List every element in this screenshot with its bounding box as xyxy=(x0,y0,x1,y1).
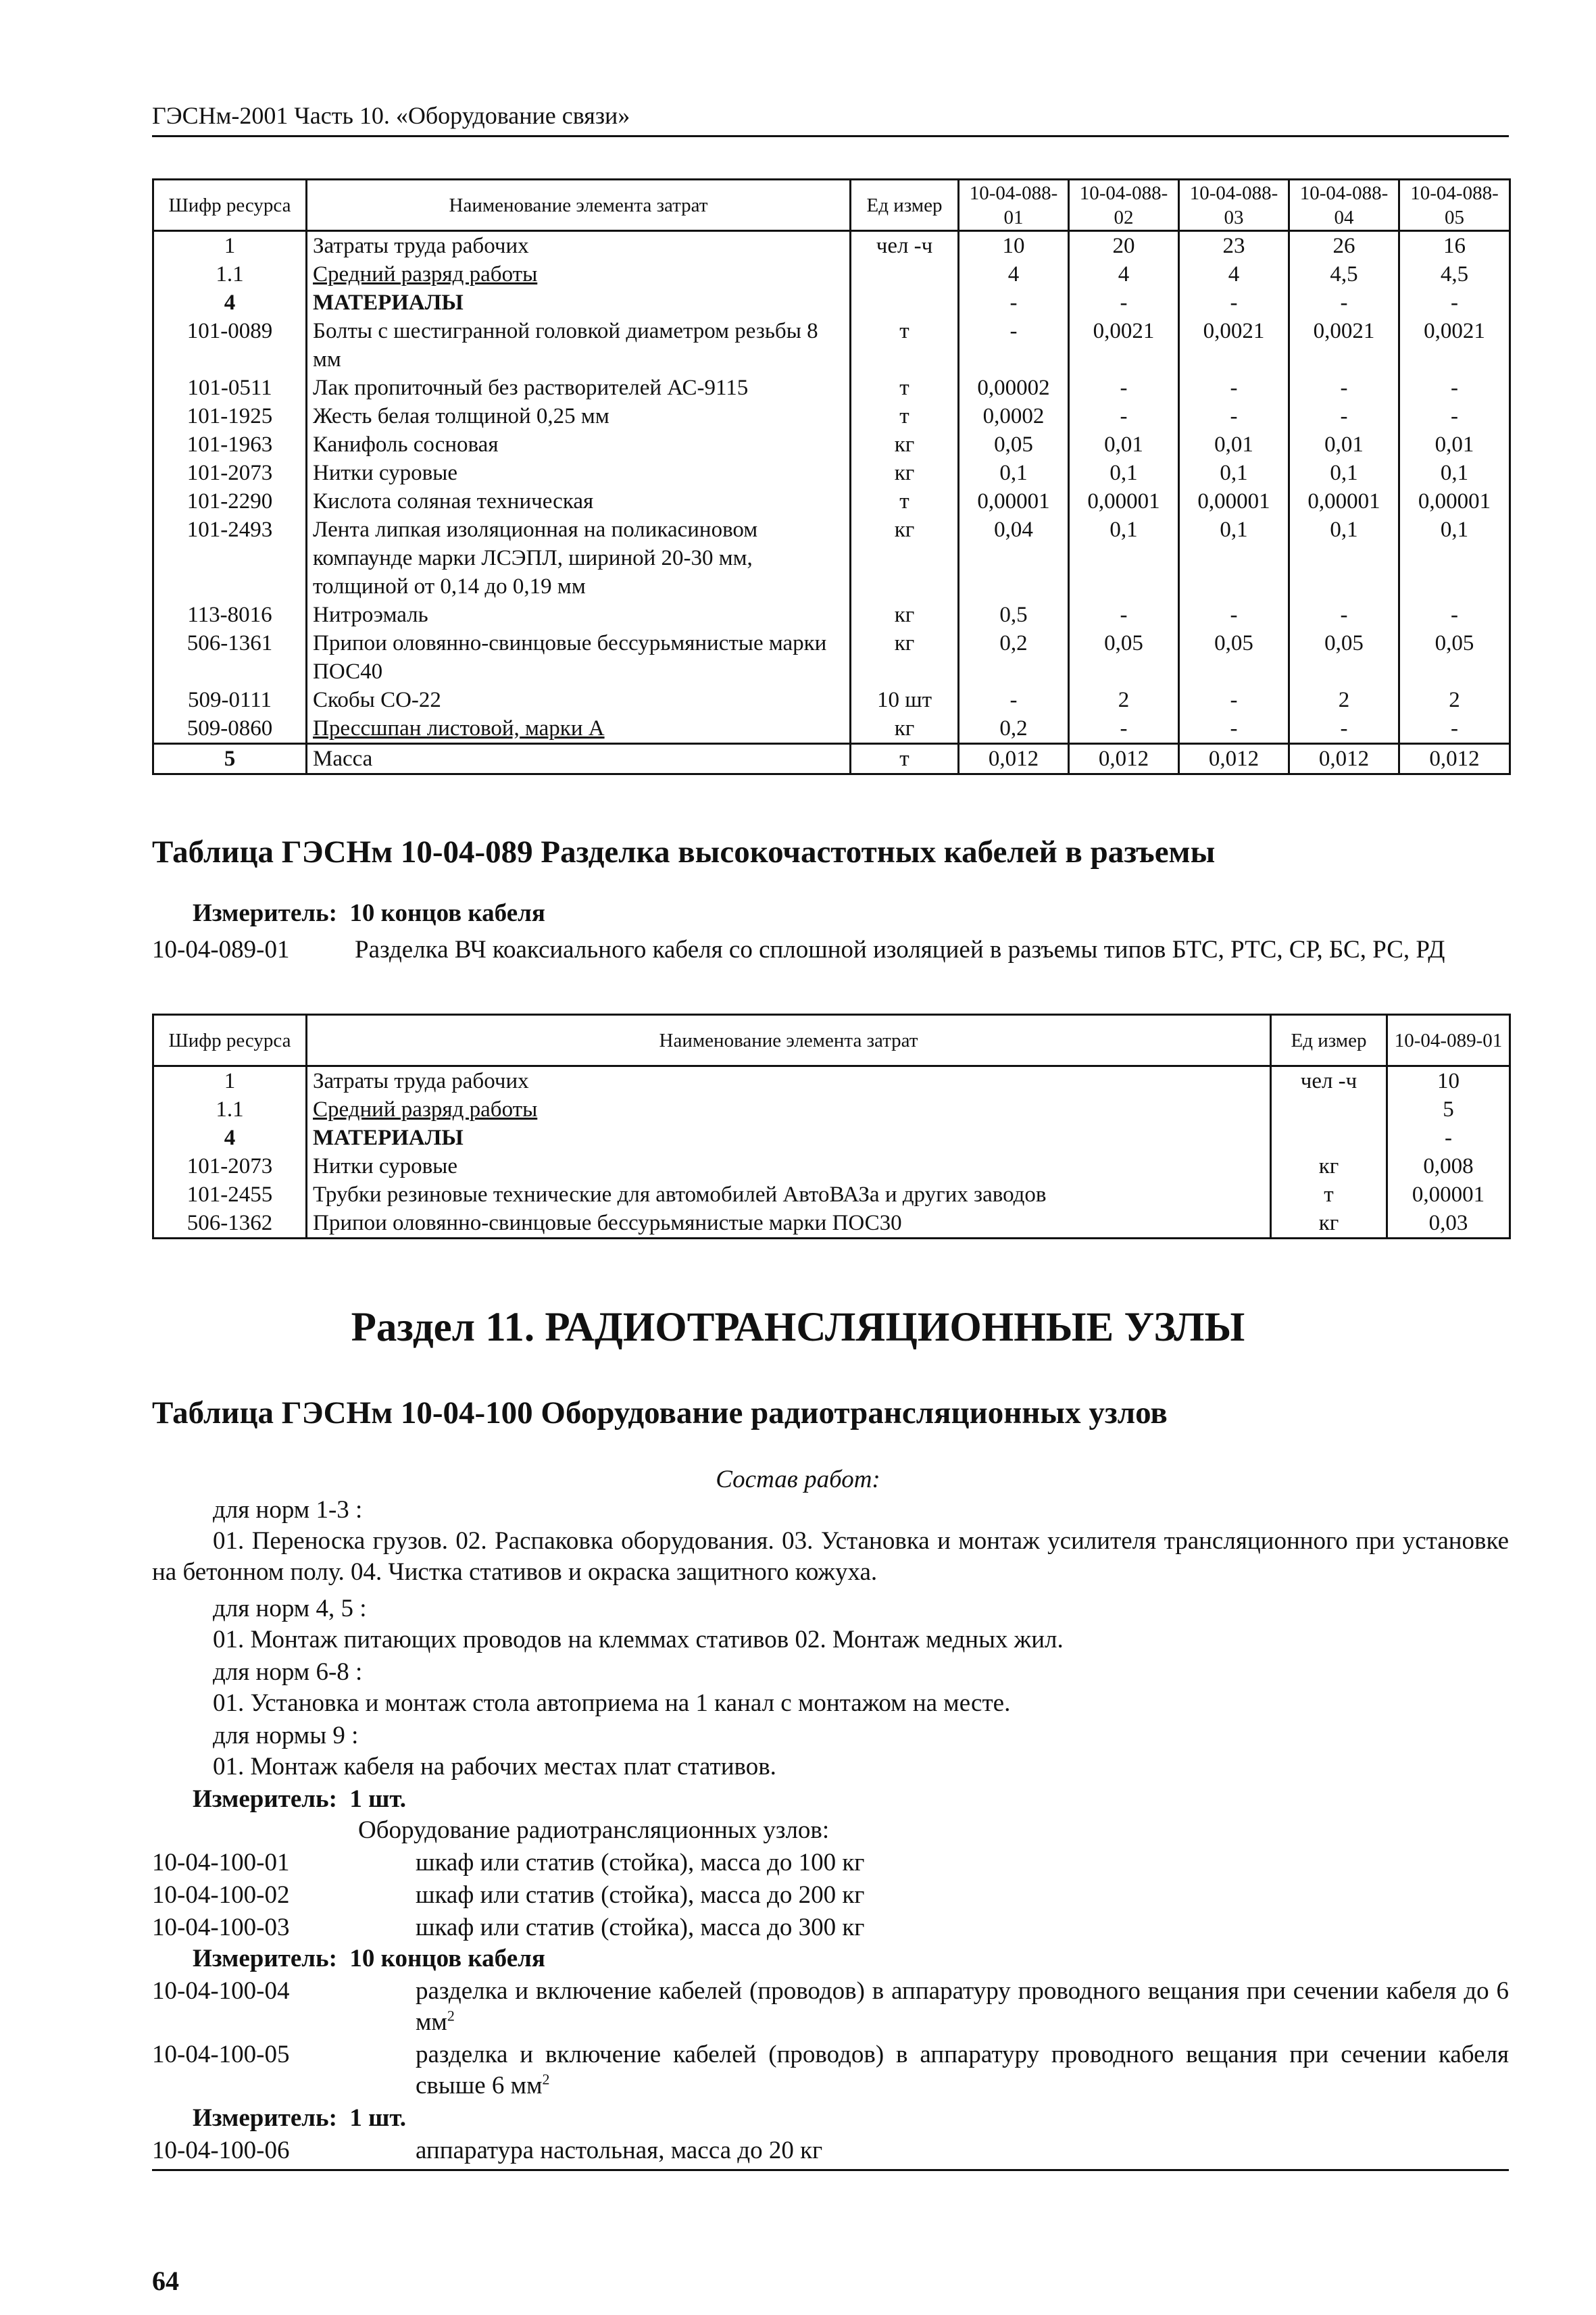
table-row xyxy=(153,629,1510,686)
cell-name xyxy=(307,260,851,289)
table-row xyxy=(153,402,1510,430)
cell-value: - xyxy=(959,317,1069,374)
cell-unit: кг xyxy=(851,430,959,459)
cell-value: - xyxy=(1179,601,1289,629)
cell-value: - xyxy=(1179,289,1289,317)
cell-unit: т xyxy=(851,402,959,430)
cell-value: 0,00001 xyxy=(1289,487,1399,516)
cell-code: 1.1 xyxy=(153,1095,307,1124)
norm-description: шкаф или статив (стойка), масса до 300 кг xyxy=(416,1914,865,1941)
works-group-text: 01. Установка и монтаж стола автоприема на 1 канал с монтажом на месте. xyxy=(213,1689,1011,1717)
meter-line-100-a xyxy=(193,1784,406,1815)
works-group-label: для норм 4, 5 : xyxy=(213,1595,367,1622)
resource-table-088 xyxy=(152,178,1511,775)
cell-code: 4 xyxy=(153,1124,307,1152)
col-header-norm-4: 10-04-088-04 xyxy=(1289,180,1399,231)
cell-unit: т xyxy=(851,317,959,374)
norm-description: шкаф или статив (стойка), масса до 100 кг xyxy=(416,1849,865,1876)
cell-name: Скобы СО-22 xyxy=(307,686,851,714)
cell-value: 0,01 xyxy=(1399,430,1510,459)
cell-value: 0,1 xyxy=(1399,459,1510,487)
norm-description: аппаратура настольная, масса до 20 кг xyxy=(416,2137,823,2164)
cell-value: 4 xyxy=(1069,260,1179,289)
cell-value: 4,5 xyxy=(1399,260,1510,289)
cell-value: - xyxy=(1289,402,1399,430)
cell-value: 0,05 xyxy=(1069,629,1179,686)
cell-value: 0,012 xyxy=(959,744,1069,774)
cell-code: 101-2493 xyxy=(153,516,307,601)
cell-value: 16 xyxy=(1399,231,1510,261)
table-row xyxy=(153,289,1510,317)
col-header-norm-3: 10-04-088-03 xyxy=(1179,180,1289,231)
norm-description-text: разделка и включение кабелей (проводов) в аппаратуру проводного вещания при сечении кабеля свыше 6 мм xyxy=(416,2041,1509,2099)
cell-value: 0,1 xyxy=(1069,516,1179,601)
cell-unit: кг xyxy=(851,629,959,686)
cell-name: Нитки суровые xyxy=(307,1152,1271,1180)
cell-name: Нитроэмаль xyxy=(307,601,851,629)
meter-line-089 xyxy=(193,899,545,928)
table-row xyxy=(153,744,1510,774)
cell-code: 5 xyxy=(153,744,307,774)
works-group-label: для норм 6-8 : xyxy=(213,1658,363,1686)
works-group-text: 01. Переноска грузов. 02. Распаковка оборудования. 03. Установка и монтаж усилителя трансляционного при установке на бетонном полу. 04. Чистка стативов и окраска защитного кожуха. xyxy=(152,1527,1509,1586)
norm-description xyxy=(416,2039,1509,2101)
cell-name: Трубки резиновые технические для автомобилей АвтоВАЗа и других заводов xyxy=(307,1180,1271,1209)
table-row xyxy=(153,459,1510,487)
cell-code: 506-1361 xyxy=(153,629,307,686)
cell-value: 0,00001 xyxy=(959,487,1069,516)
cell-name: Жесть белая толщиной 0,25 мм xyxy=(307,402,851,430)
norm-code: 10-04-100-05 xyxy=(152,2041,290,2068)
cell-value: - xyxy=(1399,402,1510,430)
cell-unit xyxy=(1271,1124,1387,1152)
cell-value: 0,008 xyxy=(1387,1152,1510,1180)
norm-code: 10-04-100-02 xyxy=(152,1881,290,1909)
cell-value: 23 xyxy=(1179,231,1289,261)
cell-value: - xyxy=(1179,686,1289,714)
bottom-rule xyxy=(152,2169,1509,2171)
cell-value: - xyxy=(1069,714,1179,744)
cell-value: - xyxy=(1289,714,1399,744)
cell-value: - xyxy=(1069,374,1179,402)
cell-value: - xyxy=(1399,714,1510,744)
works-group-label: для нормы 9 : xyxy=(213,1722,359,1749)
cell-value: 0,0002 xyxy=(959,402,1069,430)
cell-value: 0,0021 xyxy=(1179,317,1289,374)
cell-unit: кг xyxy=(1271,1209,1387,1239)
cell-code: 101-2290 xyxy=(153,487,307,516)
cell-value: - xyxy=(1179,374,1289,402)
cell-value: 0,1 xyxy=(1179,459,1289,487)
superscript: 2 xyxy=(542,2070,550,2088)
cell-value: - xyxy=(1069,601,1179,629)
cell-value: - xyxy=(1289,601,1399,629)
cell-value: 0,0021 xyxy=(1399,317,1510,374)
norm-code: 10-04-100-03 xyxy=(152,1914,290,1941)
cell-code: 101-0089 xyxy=(153,317,307,374)
cell-name: Масса xyxy=(307,744,851,774)
cell-value: 2 xyxy=(1399,686,1510,714)
table-row xyxy=(153,374,1510,402)
cell-code: 509-0111 xyxy=(153,686,307,714)
table-row xyxy=(153,1209,1510,1239)
cell-name xyxy=(307,1095,1271,1124)
cell-value: 0,04 xyxy=(959,516,1069,601)
cell-value: 0,0021 xyxy=(1069,317,1179,374)
cell-value: - xyxy=(1179,402,1289,430)
cell-value: 4 xyxy=(959,260,1069,289)
cell-value: 2 xyxy=(1069,686,1179,714)
norm-description: Разделка ВЧ коаксиального кабеля со сплошной изоляцией в разъемы типов БТС, РТС, СР, БС, РС, РД xyxy=(355,936,1445,964)
cell-value: 20 xyxy=(1069,231,1179,261)
superscript: 2 xyxy=(447,2007,455,2024)
table-row xyxy=(153,1066,1510,1096)
cell-unit xyxy=(1271,1095,1387,1124)
cell-value: 0,05 xyxy=(1179,629,1289,686)
cell-unit: кг xyxy=(851,714,959,744)
col-header-norm-1: 10-04-089-01 xyxy=(1387,1015,1510,1066)
cell-value: 0,2 xyxy=(959,714,1069,744)
table-row xyxy=(153,1095,1510,1124)
cell-name: Лак пропиточный без растворителей АС-9115 xyxy=(307,374,851,402)
cell-code: 506-1362 xyxy=(153,1209,307,1239)
cell-unit: т xyxy=(851,487,959,516)
norm-code: 10-04-100-01 xyxy=(152,1849,290,1876)
col-header-code: Шифр ресурса xyxy=(153,180,307,231)
cell-name: Затраты труда рабочих xyxy=(307,1066,1271,1096)
cell-name: Канифоль сосновая xyxy=(307,430,851,459)
norm-code: 10-04-100-06 xyxy=(152,2137,290,2164)
cell-code: 509-0860 xyxy=(153,714,307,744)
cell-value: 0,05 xyxy=(1399,629,1510,686)
cell-unit: кг xyxy=(1271,1152,1387,1180)
cell-name: МАТЕРИАЛЫ xyxy=(307,1124,1271,1152)
table-row xyxy=(153,601,1510,629)
cell-unit: кг xyxy=(851,459,959,487)
table-row xyxy=(153,231,1510,261)
cell-value: 0,1 xyxy=(1399,516,1510,601)
cell-name: Лента липкая изоляционная на поликасиновом компаунде марки ЛСЭПЛ, шириной 20-30 мм, толщиной от 0,14 до 0,19 мм xyxy=(307,516,851,601)
norm-code: 10-04-100-04 xyxy=(152,1977,290,2005)
cell-code: 1.1 xyxy=(153,260,307,289)
cell-unit: 10 шт xyxy=(851,686,959,714)
cell-value: 0,1 xyxy=(959,459,1069,487)
cell-code: 101-2073 xyxy=(153,1152,307,1180)
meter-value: 1 шт. xyxy=(349,1785,407,1813)
cell-code: 4 xyxy=(153,289,307,317)
cell-name: Болты с шестигранной головкой диаметром резьбы 8 мм xyxy=(307,317,851,374)
col-header-unit: Ед измер xyxy=(1271,1015,1387,1066)
cell-code: 101-2073 xyxy=(153,459,307,487)
cell-name: Затраты труда рабочих xyxy=(307,231,851,261)
cell-value: 0,012 xyxy=(1179,744,1289,774)
meter-label: Измеритель: xyxy=(193,2104,337,2132)
cell-value: 0,00001 xyxy=(1069,487,1179,516)
page-number: 64 xyxy=(152,2266,179,2296)
cell-value: 0,00002 xyxy=(959,374,1069,402)
page-header: ГЭСНм-2001 Часть 10. «Оборудование связи» xyxy=(152,101,1509,137)
cell-value: 4 xyxy=(1179,260,1289,289)
col-header-norm-2: 10-04-088-02 xyxy=(1069,180,1179,231)
meter-label: Измеритель: xyxy=(193,1945,337,1972)
cell-value: - xyxy=(1069,289,1179,317)
table-row xyxy=(153,714,1510,744)
cell-value: 0,00001 xyxy=(1399,487,1510,516)
cell-name-text: Средний разряд работы xyxy=(313,262,538,287)
resource-table-089 xyxy=(152,1014,1511,1239)
works-group-text: 01. Монтаж питающих проводов на клеммах стативов 02. Монтаж медных жил. xyxy=(213,1626,1064,1653)
cell-value: 0,1 xyxy=(1289,459,1399,487)
table-row xyxy=(153,516,1510,601)
cell-name: МАТЕРИАЛЫ xyxy=(307,289,851,317)
cell-unit: т xyxy=(851,374,959,402)
cell-value: 0,0021 xyxy=(1289,317,1399,374)
cell-unit: чел -ч xyxy=(851,231,959,261)
cell-value: 2 xyxy=(1289,686,1399,714)
norm-code: 10-04-089-01 xyxy=(152,936,290,964)
cell-name: Нитки суровые xyxy=(307,459,851,487)
cell-code: 101-2455 xyxy=(153,1180,307,1209)
meter-label: Измеритель: xyxy=(193,899,337,927)
cell-value: - xyxy=(959,289,1069,317)
table-title-100: Таблица ГЭСНм 10-04-100 Оборудование радиотрансляционных узлов xyxy=(152,1395,1168,1430)
meter-line-100-c xyxy=(193,2103,406,2134)
col-header-norm-5: 10-04-088-05 xyxy=(1399,180,1510,231)
meter-line-100-b xyxy=(193,1943,545,1974)
table-row xyxy=(153,1124,1510,1152)
norm-description xyxy=(416,1976,1509,2038)
cell-value: 10 xyxy=(959,231,1069,261)
cell-value: - xyxy=(1289,289,1399,317)
table-row xyxy=(153,487,1510,516)
cell-code: 101-1925 xyxy=(153,402,307,430)
meter-label: Измеритель: xyxy=(193,1785,337,1813)
cell-unit: кг xyxy=(851,516,959,601)
table-title-089: Таблица ГЭСНм 10-04-089 Разделка высокочастотных кабелей в разъемы xyxy=(152,835,1216,870)
cell-value: 0,05 xyxy=(1289,629,1399,686)
col-header-norm-1: 10-04-088-01 xyxy=(959,180,1069,231)
cell-code: 113-8016 xyxy=(153,601,307,629)
cell-value: 4,5 xyxy=(1289,260,1399,289)
works-group-label: для норм 1-3 : xyxy=(213,1496,363,1524)
cell-value: 0,1 xyxy=(1069,459,1179,487)
cell-value: - xyxy=(1387,1124,1510,1152)
table-row xyxy=(153,1180,1510,1209)
cell-value: 10 xyxy=(1387,1066,1510,1096)
cell-unit xyxy=(851,289,959,317)
cell-name: Кислота соляная техническая xyxy=(307,487,851,516)
cell-name xyxy=(307,714,851,744)
cell-value: - xyxy=(1179,714,1289,744)
norm-089-01 xyxy=(152,935,1509,997)
works-group-text: 01. Монтаж кабеля на рабочих местах плат стативов. xyxy=(213,1753,776,1781)
table-row xyxy=(153,1152,1510,1180)
cell-unit: кг xyxy=(851,601,959,629)
cell-code: 1 xyxy=(153,231,307,261)
cell-value: 0,05 xyxy=(959,430,1069,459)
cell-value: - xyxy=(1399,289,1510,317)
cell-value: 0,012 xyxy=(1069,744,1179,774)
cell-value: - xyxy=(959,686,1069,714)
norm-description: шкаф или статив (стойка), масса до 200 кг xyxy=(416,1881,865,1909)
table-row xyxy=(153,686,1510,714)
cell-value: - xyxy=(1289,374,1399,402)
meter-value: 10 концов кабеля xyxy=(349,899,545,927)
col-header-unit: Ед измер xyxy=(851,180,959,231)
col-header-name: Наименование элемента затрат xyxy=(307,180,851,231)
cell-name: Припои оловянно-свинцовые бессурьмянистые марки ПОС30 xyxy=(307,1209,1271,1239)
cell-value: 0,01 xyxy=(1179,430,1289,459)
table-row xyxy=(153,260,1510,289)
table-row xyxy=(153,317,1510,374)
cell-value: 0,00001 xyxy=(1387,1180,1510,1209)
cell-code: 101-0511 xyxy=(153,374,307,402)
cell-value: 0,5 xyxy=(959,601,1069,629)
cell-value: 0,2 xyxy=(959,629,1069,686)
cell-value: 5 xyxy=(1387,1095,1510,1124)
cell-value: 0,00001 xyxy=(1179,487,1289,516)
cell-value: 0,1 xyxy=(1179,516,1289,601)
cell-unit: т xyxy=(1271,1180,1387,1209)
works-heading: Состав работ: xyxy=(716,1466,880,1493)
cell-name-text: Средний разряд работы xyxy=(313,1097,538,1122)
cell-code: 101-1963 xyxy=(153,430,307,459)
cell-name: Припои оловянно-свинцовые бессурьмянистые марки ПОС40 xyxy=(307,629,851,686)
cell-value: - xyxy=(1399,601,1510,629)
cell-value: 0,01 xyxy=(1069,430,1179,459)
cell-value: 0,012 xyxy=(1289,744,1399,774)
cell-value: - xyxy=(1399,374,1510,402)
cell-unit: чел -ч xyxy=(1271,1066,1387,1096)
equipment-heading: Оборудование радиотрансляционных узлов: xyxy=(358,1816,830,1844)
meter-value: 10 концов кабеля xyxy=(349,1945,545,1972)
cell-value: 0,1 xyxy=(1289,516,1399,601)
cell-name-text: Прессшпан листовой, марки А xyxy=(313,716,605,741)
meter-value: 1 шт. xyxy=(349,2104,407,2132)
cell-code: 1 xyxy=(153,1066,307,1096)
cell-value: 0,03 xyxy=(1387,1209,1510,1239)
cell-value: - xyxy=(1069,402,1179,430)
col-header-code: Шифр ресурса xyxy=(153,1015,307,1066)
cell-value: 0,01 xyxy=(1289,430,1399,459)
cell-value: 26 xyxy=(1289,231,1399,261)
section-title: Раздел 11. РАДИОТРАНСЛЯЦИОННЫЕ УЗЛЫ xyxy=(351,1305,1245,1350)
norm-description-text: разделка и включение кабелей (проводов) в аппаратуру проводного вещания при сечении кабеля до 6 мм xyxy=(416,1977,1509,2036)
cell-unit: т xyxy=(851,744,959,774)
col-header-name: Наименование элемента затрат xyxy=(307,1015,1271,1066)
cell-unit xyxy=(851,260,959,289)
table-row xyxy=(153,430,1510,459)
cell-value: 0,012 xyxy=(1399,744,1510,774)
